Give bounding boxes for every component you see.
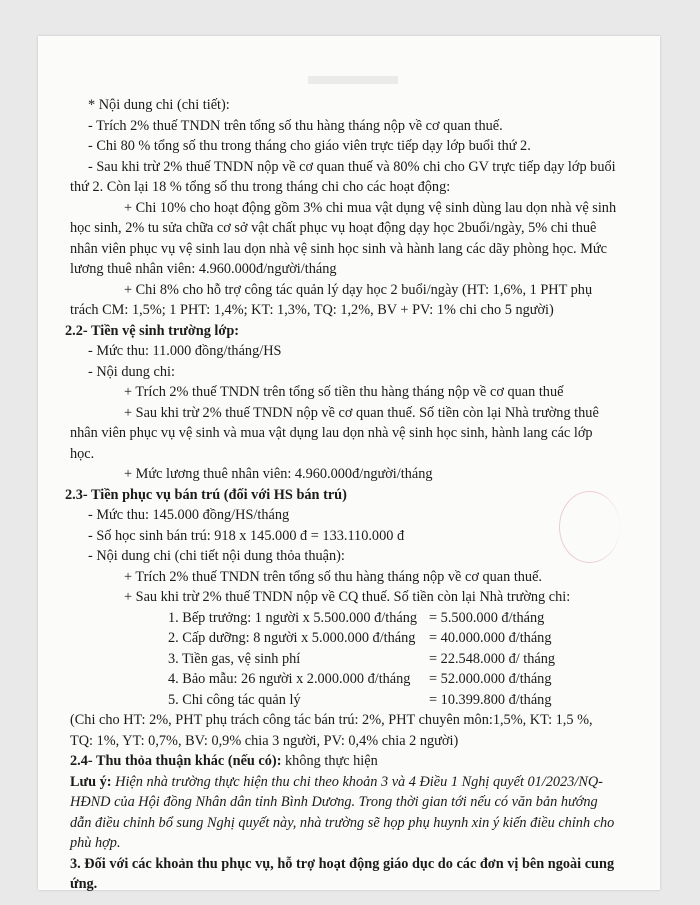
header-smudge	[308, 76, 398, 84]
line-content-detail: - Nội dung chi (chi tiết nội dung thỏa thuận):	[88, 548, 345, 564]
line-remaining-18: - Sau khi trừ 2% thuế TNDN nộp về cơ quan thuế và 80% chi cho GV trực tiếp dạy lớp buổi thứ 2. Còn lại 18 % tổng số thu trong tháng chi cho các hoạt động:	[70, 158, 616, 195]
detail-heading: * Nội dung chi (chi tiết):	[88, 97, 230, 113]
line-school-spends: + Sau khi trừ 2% thuế TNDN nộp về CQ thuế. Số tiền còn lại Nhà trường chi:	[124, 589, 571, 605]
line-teacher-80: - Chi 80 % tổng số thu trong tháng cho giáo viên trực tiếp dạy lớp buổi thứ 2.	[88, 138, 531, 154]
payment-value: = 22.548.000 đ/ tháng	[429, 650, 556, 667]
line-tax-3: + Trích 2% thuế TNDN trên tổng số thu hàng tháng nộp về cơ quan thuế.	[124, 568, 543, 585]
note-text: Hiện nhà trường thực hiện thu chi theo khoản 3 và 4 Điều 1 Nghị quyết 01/2023/NQ-HĐND của Hội đồng Nhân dân tỉnh Bình Dương. Trong thời gian tới nếu có văn bản hướng dẫn điều chỉnh bổ sung Nghị quyết này, nhà trường sẽ họp phụ huynh xin ý kiến điều chỉnh cho phù hợp.	[70, 773, 615, 851]
section-2-2-title: 2.2- Tiền vệ sinh trường lớp:	[65, 322, 240, 339]
line-tax: - Trích 2% thuế TNDN trên tổng số thu hàng tháng nộp về cơ quan thuế.	[88, 117, 503, 134]
payment-row	[168, 669, 555, 690]
section-2-4-status: không thực hiện	[281, 753, 378, 769]
line-chi-10: + Chi 10% cho hoạt động gồm 3% chi mua vật dụng vệ sinh dùng lau dọn nhà vệ sinh học sinh, 2% tu sửa chữa cơ sở vật chất phục vụ hoạt động dạy học 2buổi/ngày, 5% chi thuê nhân viên phục vụ vệ sinh lau dọn nhà vệ sinh học sinh và hành lang các dãy phòng học. Mức lương thuê nhân viên: 4.960.000đ/người/tháng	[70, 199, 617, 277]
payment-row	[168, 608, 555, 629]
payment-item: 2. Cấp dưỡng: 8 người x 5.000.000 đ/tháng	[168, 630, 416, 646]
line-allocation: (Chi cho HT: 2%, PHT phụ trách công tác bán trú: 2%, PHT chuyên môn:1,5%, KT: 1,5 %, TQ: 1%, YT: 0,7%, BV: 0,9% chia 3 người, PV: 0,4% chia 2 người)	[70, 712, 593, 749]
payment-table	[168, 608, 555, 711]
section-2-3-title: 2.3- Tiền phục vụ bán trú (đối với HS bán trú)	[65, 486, 347, 503]
line-chi-8: + Chi 8% cho hỗ trợ công tác quản lý dạy học 2 buổi/ngày (HT: 1,6%, 1 PHT phụ trách CM: 1,5%; 1 PHT: 1,4%; KT: 1,3%, TQ: 1,2%, BV + PV: 1% chi cho 5 người)	[70, 281, 593, 318]
line-salary: + Mức lương thuê nhân viên: 4.960.000đ/người/tháng	[124, 466, 433, 482]
payment-row	[168, 628, 555, 649]
section-2-4-title: 2.4- Thu thỏa thuận khác (nếu có):	[70, 753, 282, 769]
payment-row	[168, 649, 555, 670]
payment-value: = 5.500.000 đ/tháng	[429, 609, 545, 626]
payment-value: = 52.000.000 đ/tháng	[429, 671, 552, 687]
line-fee-11000: - Mức thu: 11.000 đồng/tháng/HS	[88, 343, 282, 359]
note-label: Lưu ý:	[70, 773, 112, 790]
line-fee-145000: - Mức thu: 145.000 đồng/HS/tháng	[88, 507, 290, 523]
line-student-count: - Số học sinh bán trú: 918 x 145.000 đ = 133.110.000 đ	[88, 527, 405, 544]
line-tax-2: + Trích 2% thuế TNDN trên tổng số tiền thu hàng tháng nộp về cơ quan thuế	[124, 384, 564, 400]
payment-item: 3. Tiền gas, vệ sinh phí	[168, 650, 301, 667]
payment-value: = 10.399.800 đ/tháng	[429, 691, 552, 708]
section-3-title: 3. Đối với các khoản thu phục vụ, hỗ trợ hoạt động giáo dục do các đơn vị bên ngoài cung ứng.	[70, 855, 615, 892]
payment-value: = 40.000.000 đ/tháng	[429, 630, 552, 646]
payment-item: 5. Chi công tác quản lý	[168, 691, 301, 708]
payment-item: 4. Bảo mẫu: 26 người x 2.000.000 đ/tháng	[168, 671, 411, 687]
document-body	[65, 95, 618, 895]
line-after-tax: + Sau khi trừ 2% thuế TNDN nộp về cơ quan thuế. Số tiền còn lại Nhà trường thuê nhân viên phục vụ vệ sinh và mua vật dụng lau dọn nhà vệ sinh học sinh, hành lang các lớp học.	[70, 404, 599, 462]
payment-item: 1. Bếp trưởng: 1 người x 5.500.000 đ/tháng	[168, 609, 418, 626]
section-2-4	[70, 751, 618, 772]
line-content-label: - Nội dung chi:	[88, 363, 175, 380]
note-paragraph	[70, 772, 618, 854]
payment-row	[168, 690, 555, 711]
